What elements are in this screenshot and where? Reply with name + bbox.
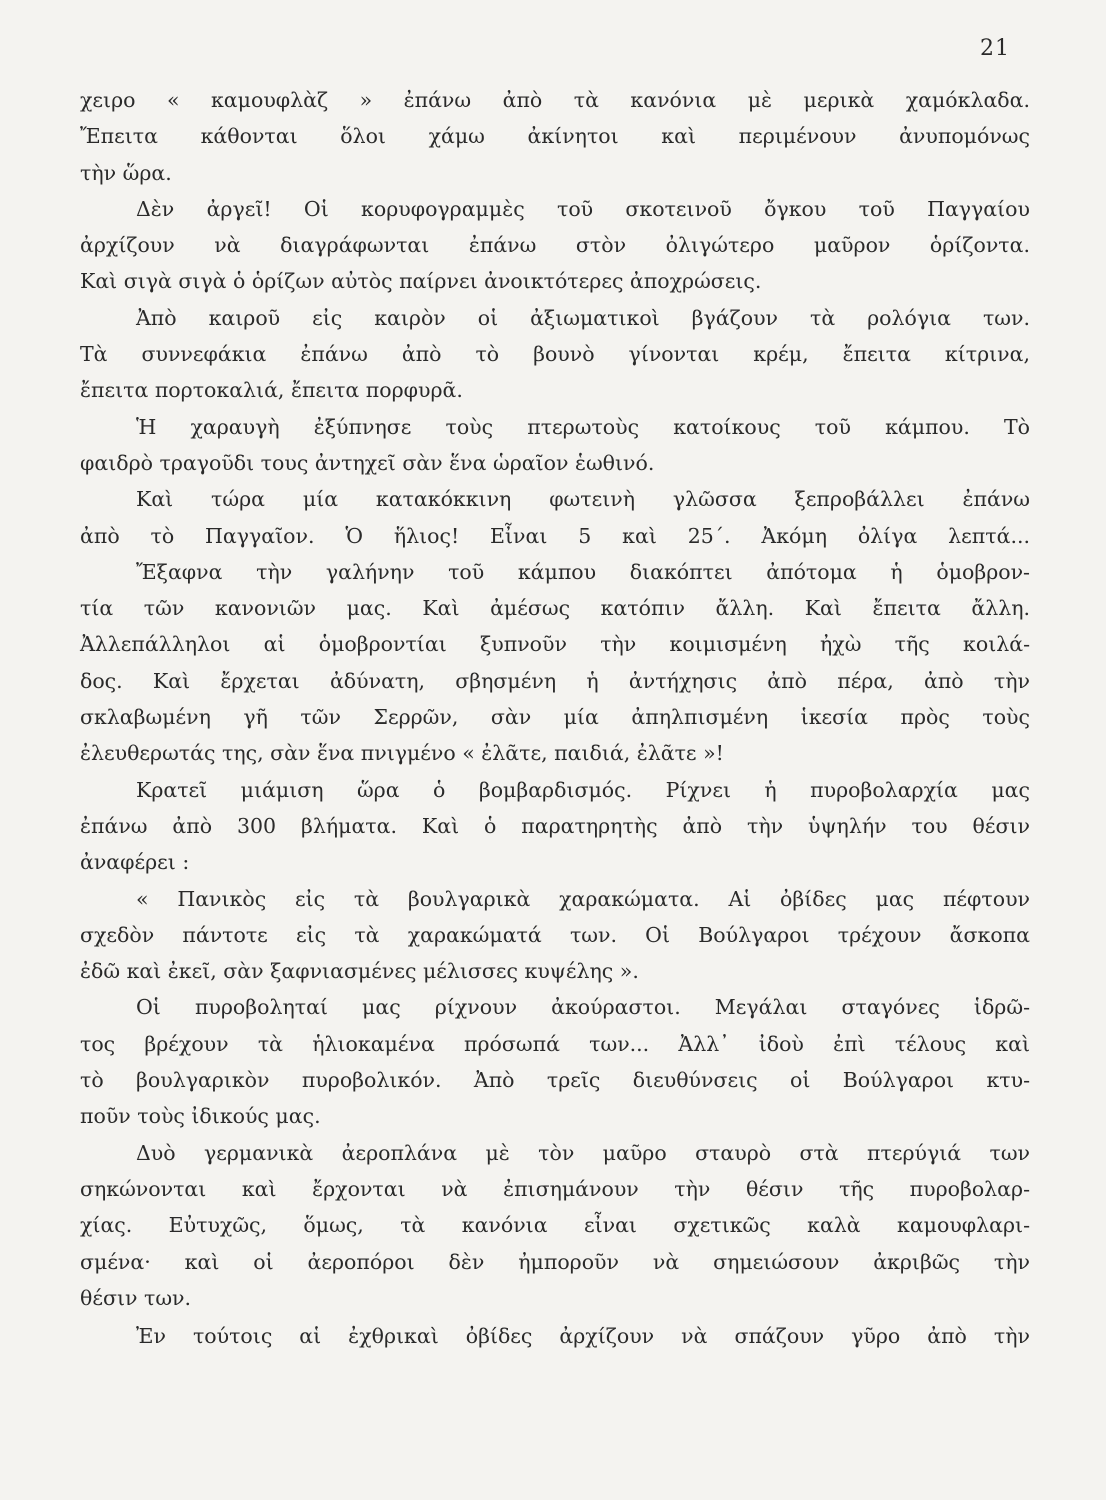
text-line: ἐλευθερωτάς της, σὰν ἕνα πνιγμένο « ἐλᾶτε, παιδιά, ἐλᾶτε »! xyxy=(80,741,724,766)
text-line: φαιδρὸ τραγοῦδι τους ἀντηχεῖ σὰν ἕνα ὡραῖον ἑωθινό. xyxy=(80,450,655,475)
text-line: χίας. Εὐτυχῶς, ὅμως, τὰ κανόνια εἶναι σχετικῶς καλὰ καμουφλαρι- xyxy=(80,1213,1030,1238)
text-line: Ἀπὸ καιροῦ εἰς καιρὸν οἱ ἀξιωματικοὶ βγάζουν τὰ ρολόγια των. xyxy=(136,305,1030,330)
text-line: δος. Καὶ ἔρχεται ἀδύνατη, σβησμένη ἡ ἀντήχησις ἀπὸ πέρα, ἀπὸ τὴν xyxy=(80,668,1030,693)
text-line: Κρατεῖ μιάμιση ὥρα ὁ βομβαρδισμός. Ρίχνει ἡ πυροβολαρχία μας xyxy=(136,777,1030,802)
text-line: Ἡ χαραυγὴ ἐξύπνησε τοὺς πτερωτοὺς κατοίκους τοῦ κάμπου. Τὸ xyxy=(136,414,1030,439)
text-line: τία τῶν κανονιῶν μας. Καὶ ἀμέσως κατόπιν ἄλλη. Καὶ ἔπειτα ἄλλη. xyxy=(80,596,1030,621)
text-line: ἀναφέρει : xyxy=(80,850,190,875)
text-line: Καὶ σιγὰ σιγὰ ὁ ὁρίζων αὐτὸς παίρνει ἀνοικτότερες ἀποχρώσεις. xyxy=(80,269,762,294)
text-line: ἀπὸ τὸ Παγγαῖον. Ὁ ἥλιος! Εἶναι 5 καὶ 25΄. Ἀκόμη ὀλίγα λεπτά... xyxy=(80,523,1030,548)
text-line: σμένα· καὶ οἱ ἀεροπόροι δὲν ἠμποροῦν νὰ σημειώσουν ἀκριβῶς τὴν xyxy=(80,1249,1030,1274)
text-line: ἐδῶ καὶ ἐκεῖ, σὰν ξαφνιασμένες μέλισσες κυψέλης ». xyxy=(80,959,639,984)
text-line: ἐπάνω ἀπὸ 300 βλήματα. Καὶ ὁ παρατηρητὴς ἀπὸ τὴν ὑψηλήν του θέσιν xyxy=(80,813,1030,838)
page-number: 21 xyxy=(980,36,1010,61)
text-line: Δυὸ γερμανικὰ ἀεροπλάνα μὲ τὸν μαῦρο σταυρὸ στὰ πτερύγιά των xyxy=(136,1140,1030,1165)
text-line: ποῦν τοὺς ἰδικούς μας. xyxy=(80,1104,321,1129)
text-line: « Πανικὸς εἰς τὰ βουλγαρικὰ χαρακώματα. Αἱ ὀβίδες μας πέφτουν xyxy=(136,886,1030,911)
text-line: Ἔξαφνα τὴν γαλήνην τοῦ κάμπου διακόπτει ἀπότομα ἡ ὁμοβρον- xyxy=(136,559,1030,584)
text-line: Καὶ τώρα μία κατακόκκινη φωτεινὴ γλῶσσα ξεπροβάλλει ἐπάνω xyxy=(136,487,1030,512)
text-line: ἔπειτα πορτοκαλιά, ἔπειτα πορφυρᾶ. xyxy=(80,378,463,403)
text-line: Οἱ πυροβοληταί μας ρίχνουν ἀκούραστοι. Μεγάλαι σταγόνες ἱδρῶ- xyxy=(136,995,1030,1020)
text-line: Δὲν ἀργεῖ! Οἱ κορυφογραμμὲς τοῦ σκοτεινοῦ ὄγκου τοῦ Παγγαίου xyxy=(136,196,1030,221)
text-line: Ἔπειτα κάθονται ὅλοι χάμω ἀκίνητοι καὶ περιμένουν ἀνυπομόνως xyxy=(80,124,1030,149)
text-line: Ἀλλεπάλληλοι αἱ ὁμοβροντίαι ξυπνοῦν τὴν κοιμισμένη ἠχὼ τῆς κοιλά- xyxy=(80,632,1030,657)
text-line: ἀρχίζουν νὰ διαγράφωνται ἐπάνω στὸν ὀλιγώτερο μαῦρον ὁρίζοντα. xyxy=(80,233,1030,258)
final-paragraph xyxy=(80,1318,1030,1354)
text-line: σχεδὸν πάντοτε εἰς τὰ χαρακώματά των. Οἱ Βούλγαροι τρέχουν ἄσκοπα xyxy=(80,922,1030,947)
text-line: σηκώνονται καὶ ἔρχονται νὰ ἐπισημάνουν τὴν θέσιν τῆς πυροβολαρ- xyxy=(80,1176,1030,1201)
text-line: Τὰ συννεφάκια ἐπάνω ἀπὸ τὸ βουνὸ γίνονται κρέμ, ἔπειτα κίτρινα, xyxy=(80,342,1030,367)
text-line: θέσιν των. xyxy=(80,1285,192,1310)
text-line: Ἐν τούτοις αἱ ἐχθρικαὶ ὀβίδες ἀρχίζουν νὰ σπάζουν γῦρο ἀπὸ τὴν xyxy=(136,1324,1030,1348)
text-line: τος βρέχουν τὰ ἡλιοκαμένα πρόσωπά των... Ἀλλ᾽ ἰδοὺ ἐπὶ τέλους καὶ xyxy=(80,1031,1030,1056)
body-text xyxy=(80,82,1030,1316)
text-line: σκλαβωμένη γῆ τῶν Σερρῶν, σὰν μία ἀπηλπισμένη ἱκεσία πρὸς τοὺς xyxy=(80,705,1030,730)
text-line: χειρο « καμουφλὰζ » ἐπάνω ἀπὸ τὰ κανόνια μὲ μερικὰ χαμόκλαδα. xyxy=(80,88,1030,112)
text-line: τὸ βουλγαρικὸν πυροβολικόν. Ἀπὸ τρεῖς διευθύνσεις οἱ Βούλγαροι κτυ- xyxy=(80,1068,1030,1093)
text-line: τὴν ὥρα. xyxy=(80,160,172,185)
